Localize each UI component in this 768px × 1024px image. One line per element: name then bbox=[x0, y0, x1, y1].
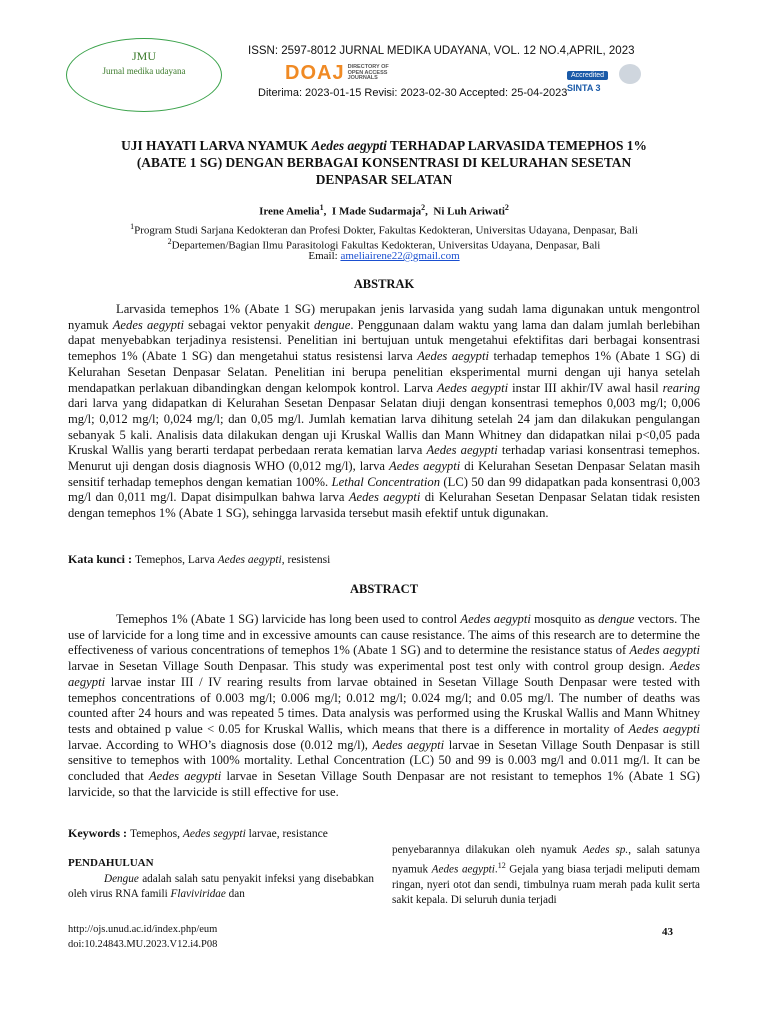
abstract-body: Temephos 1% (Abate 1 SG) larvicide has long been used to control Aedes aegypti mosquito as dengue vectors. The use of larvicide for a long time and in excessive amounts can cause resistance. The aims of this research are to determine the effectiveness of various concentrations of temephos 1% (Abate 1 SG) and to determine the resistance status of Aedes aegypti larvae in Sesetan Village South Denpasar. This study was experimental post test only with control group design. Aedes aegypti larvae instar III / IV rearing results from larvae obtained in Sesetan Village South Denpasar were tested with temephos concentrations of 0.003 mg/l; 0.006 mg/l; 0.012 mg/l; 0.024 mg/l; and 0.05 mg/l. The number of deaths was counted after 24 hours and was repeated 5 times. Data analysis was performed using the Kruskal Wallis and Mann Whitney tests and obtained p value < 0.05 for Kruskal Wallis, which means that there is a difference in mortality of Aedes aegypti larvae. According to WHO’s diagnosis dose (0.012 mg/l), Aedes aegypti larvae in Sesetan Village South Denpasar is still sensitive to temephos with 100% mortality. Lethal Concentration (LC) 50 and 99 is 0.003 mg/l and 0.011 mg/l. It can be concluded that Aedes aegypti larvae in Sesetan Village South Denpasar are not resistant to temephos 1% (Abate 1 SG) larvicide, so that the larvicide is still effective for use. bbox=[68, 612, 701, 799]
abstrak-body: Larvasida temephos 1% (Abate 1 SG) merupakan jenis larvasida yang sudah lama digunakan untuk mengontrol nyamuk Aedes aegypti sebagai vektor penyakit dengue. Penggunaan dalam waktu yang lama dan dalam jumlah berlebihan dapat menyebabkan terjadinya resistensi. Penelitian ini bertujuan untuk mengetahui efektifitas dari berbagai konsentrasi temephos 1% (Abate 1 SG) dan mengetahui status resistensi larva Aedes aegypti terhadap temephos 1% (Abate 1 SG) di Kelurahan Sesetan Denpasar Selatan. Penelitian ini berupa penelitian eksperimental murni dengan uji hanya setelah mendapatkan perlakuan dibandingkan dengan kelompok kontrol. Larva Aedes aegypti instar III akhir/IV awal hasil rearing dari larva yang didapatkan di Kelurahan Sesetan Denpasar Selatan diuji dengan konsentrasi temephos 0,003 mg/l; 0,006 mg/l; 0,012 mg/l; 0,024 mg/l; dan 0,05 mg/l. Jumlah kematian larva dihitung setelah 24 jam dan dilakukan pengulangan sebanyak 5 kali. Analisis data dilakukan dengan uji Kruskal Wallis dan Mann Whitney dan didapatkan nilai p<0,05 pada Kruskal Wallis yang berarti terdapat perbedaan rerata kematian larva Aedes aegypti terhadap variasi konsentrasi temephos. Menurut uji dengan dosis diagnosis WHO (0,012 mg/l), larva Aedes aegypti di Kelurahan Sesetan Denpasar Selatan masih sensitif terhadap temephos dengan kematian 100%. Lethal Concentration (LC) 50 dan 99 didapatkan pada konsentrasi 0,003 mg/l dan 0,011 mg/l. Dapat disimpulkan bahwa larva Aedes aegypti di Kelurahan Sesetan Denpasar Selatan tidak resisten dengan temephos 1% (Abate 1 SG), sehingga larvasida tersebut masih efektif untuk digunakan. bbox=[68, 302, 701, 521]
affiliation-2: $^2$Departemen/Bagian Ilmu Parasitologi Fakultas Kedokteran, Universitas Udayana, Denpasar, Bali bbox=[167, 237, 601, 252]
footer-doi: doi:10.24843.MU.2023.V12.i4.P08 bbox=[68, 939, 218, 950]
logo-title: JMU bbox=[131, 49, 156, 63]
pendahuluan-left-column: Dengue adalah salah satu penyakit infeksi yang disebabkan oleh virus RNA famili Flaviviridae dan bbox=[68, 873, 374, 900]
pendahuluan-right-column: penyebarannya dilakukan oleh nyamuk Aedes sp., salah satunya nyamuk Aedes aegypti.$^{12}$ Gejala yang biasa terjadi meliputi demam ringan, nyeri otot dan sendi, timbulnya ruam merah pada kulit serta sakit kepala. Di seluruh dunia terjadi bbox=[392, 844, 700, 906]
page-number: 43 bbox=[662, 926, 673, 938]
affiliation-1: $^1$Program Studi Sarjana Kedokteran dan Profesi Dokter, Fakultas Kedokteran, Universitas Udayana, Denpasar, Bali bbox=[130, 222, 638, 237]
journal-logo bbox=[66, 38, 222, 112]
author-list: Irene Amelia$^1$, I Made Sudarmaja$^2$, Ni Luh Ariwati$^2$ bbox=[259, 203, 509, 218]
abstrak-keywords: Kata kunci : Temephos, Larva Aedes aegypti, resistensi bbox=[68, 552, 331, 566]
abstract-keywords: Keywords : Temephos, Aedes segypti larvae, resistance bbox=[68, 826, 328, 840]
doaj-wordmark: DOAJ bbox=[285, 62, 345, 84]
abstract-heading: ABSTRACT bbox=[349, 582, 419, 596]
logo-subtitle: Jurnal medika udayana bbox=[102, 66, 186, 76]
doaj-logo bbox=[285, 62, 389, 85]
author-email: Email: ameliairene22@gmail.com bbox=[308, 250, 460, 262]
pendahuluan-heading: PENDAHULUAN bbox=[68, 857, 154, 869]
sinta-accredited-label: Accredited bbox=[567, 71, 608, 80]
sinta-badge bbox=[567, 64, 639, 93]
sinta-level: SINTA 3 bbox=[567, 83, 601, 93]
submission-dates: Diterima: 2023-01-15 Revisi: 2023-02-30 Accepted: 25-04-2023 bbox=[258, 87, 568, 99]
sinta-globe-icon bbox=[619, 64, 641, 84]
abstrak-heading: ABSTRAK bbox=[353, 277, 415, 291]
article-title: UJI HAYATI LARVA NYAMUK Aedes aegypti TERHADAP LARVASIDA TEMEPHOS 1% (ABATE 1 SG) DENGAN BERBAGAI KONSENTRASI DI KELURAHAN SESETAN DENPASAR SELATAN bbox=[121, 138, 647, 187]
email-link[interactable]: ameliairene22@gmail.com bbox=[340, 250, 460, 262]
doaj-caption: DIRECTORY OF OPEN ACCESS JOURNALS bbox=[347, 64, 389, 82]
issn-line: ISSN: 2597-8012 JURNAL MEDIKA UDAYANA, VOL. 12 NO.4,APRIL, 2023 bbox=[248, 45, 635, 57]
footer-url[interactable]: http://ojs.unud.ac.id/index.php/eum bbox=[68, 924, 218, 935]
